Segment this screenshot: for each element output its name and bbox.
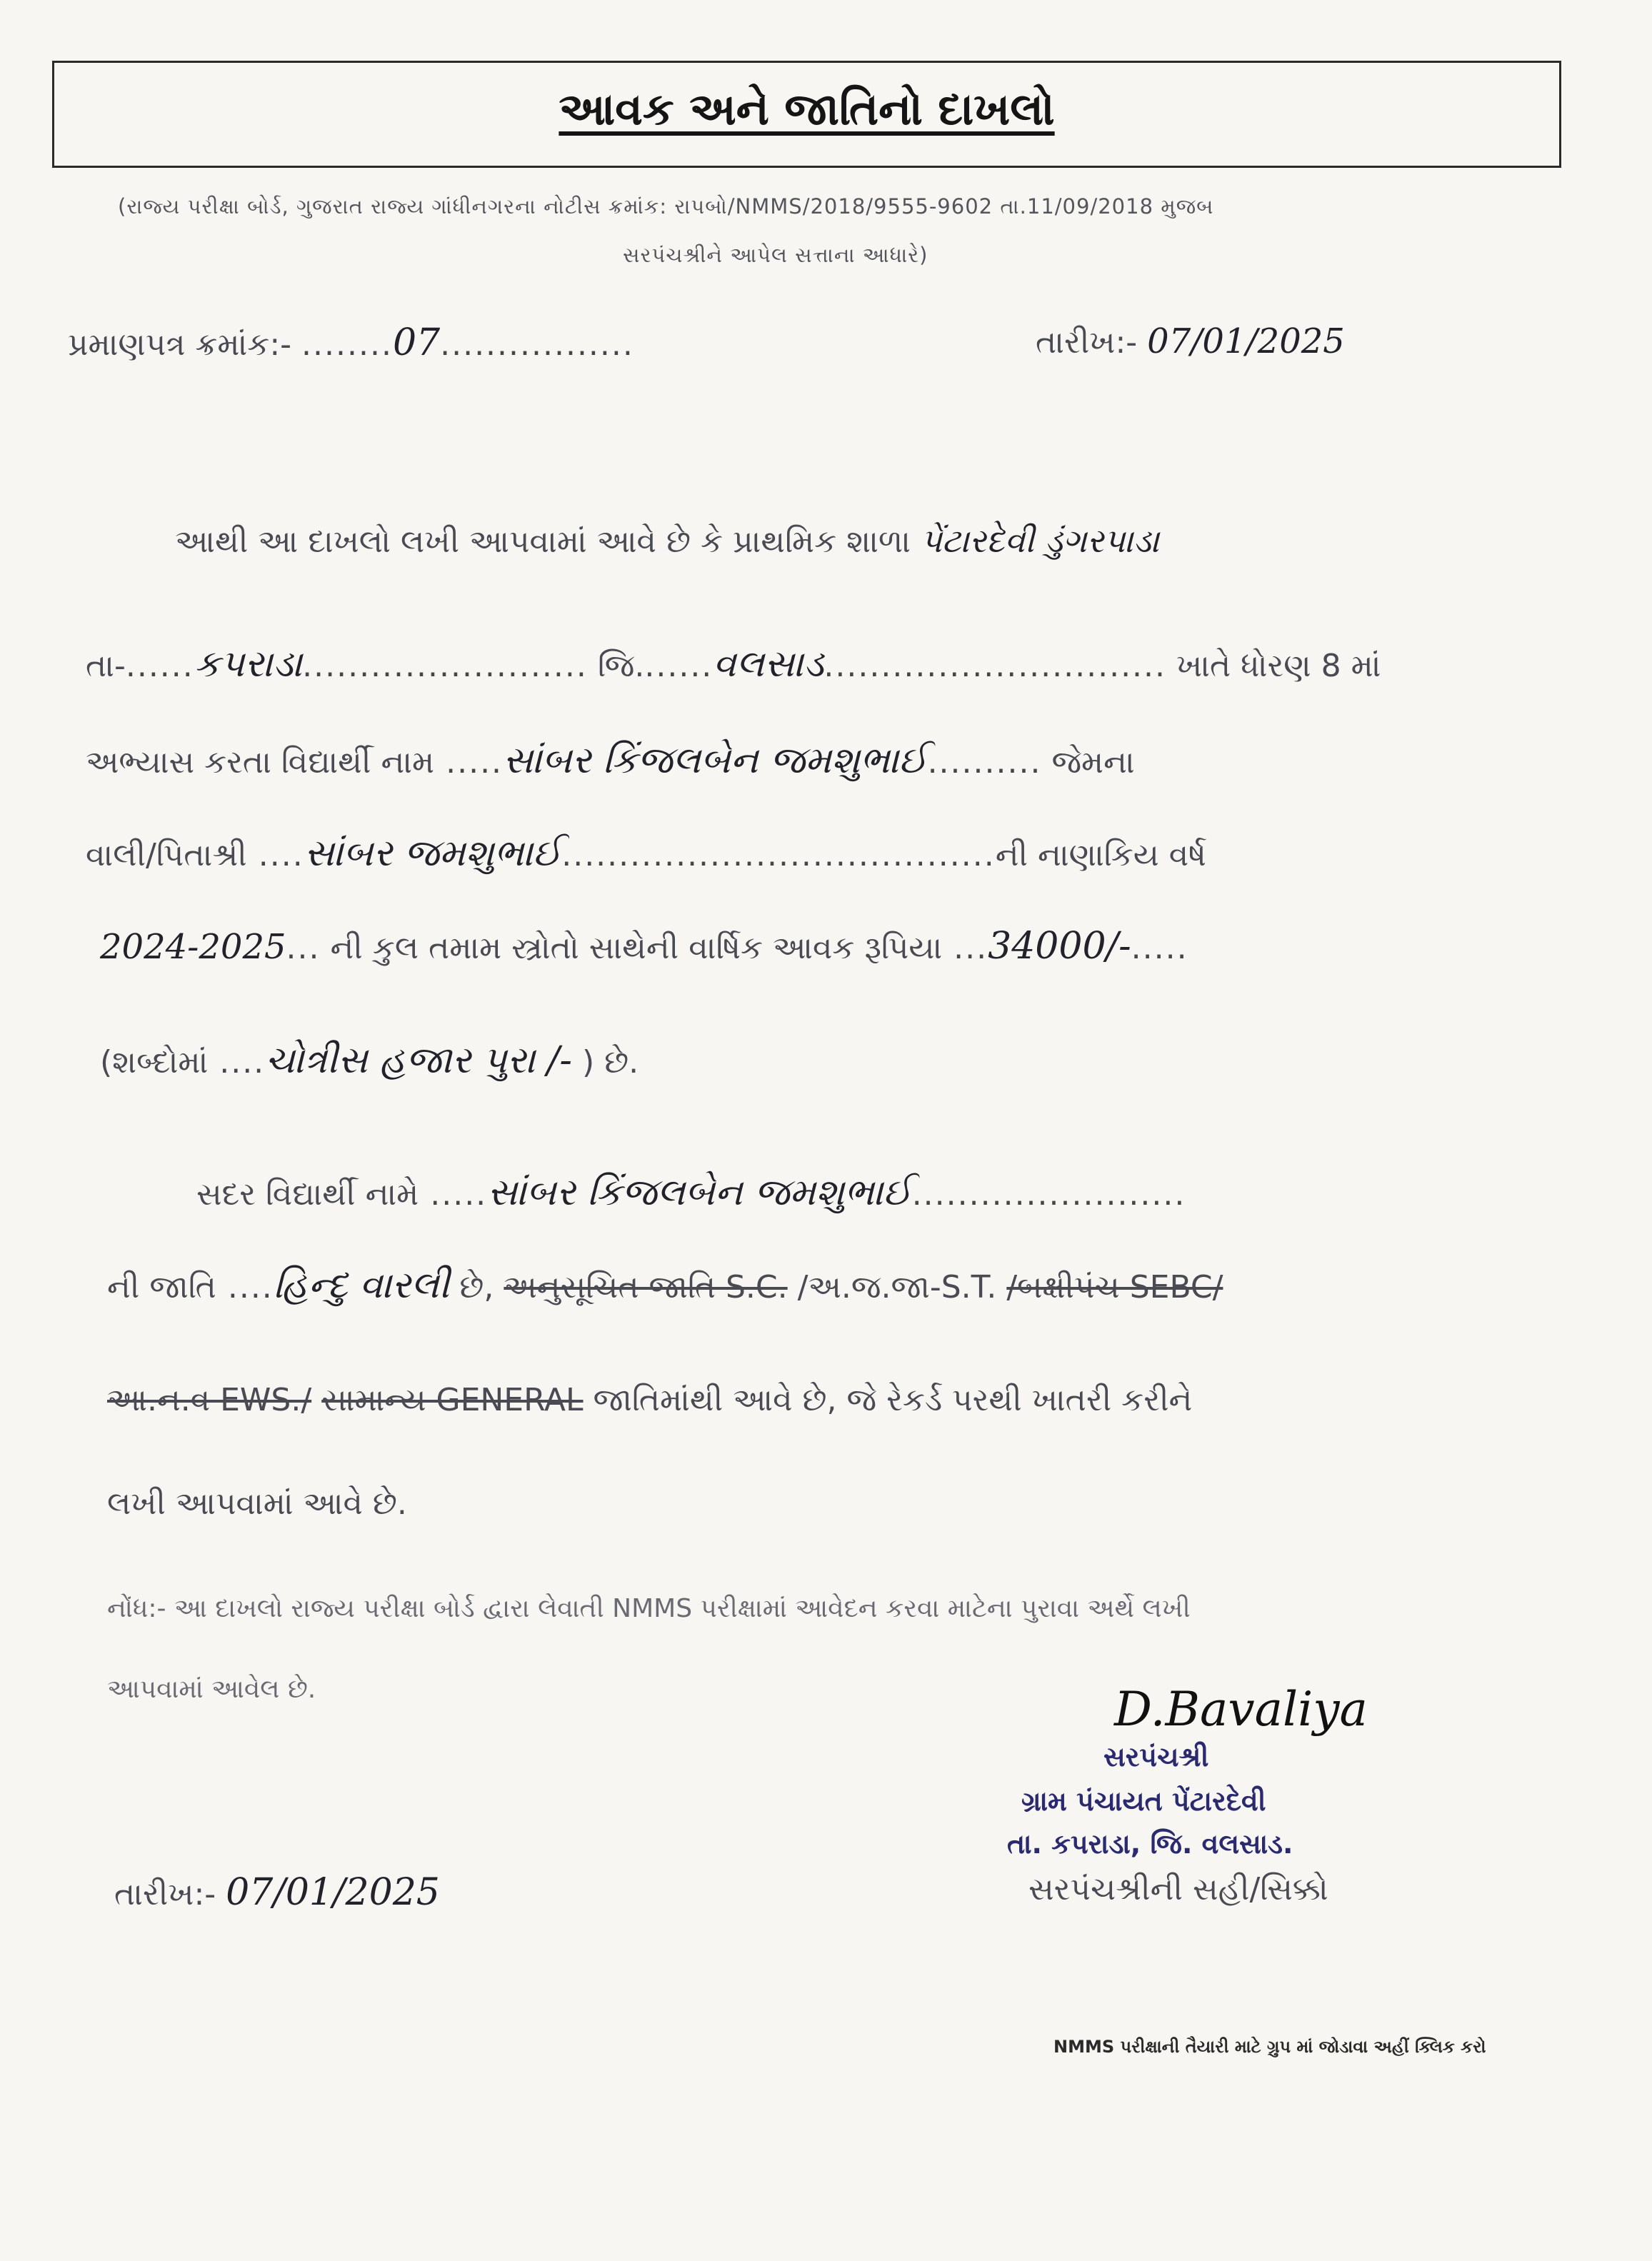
parent-name: સાંબર જમશુભાઈ	[304, 832, 562, 875]
line4-prefix: વાલી/પિતાશ્રી	[86, 837, 247, 873]
body-line-5: 2024-2025... ની કુલ તમામ સ્ત્રોતો સાથેની વાર્ષિક આવક રૂપિયા ...34000/-.....	[100, 925, 1188, 968]
line7-prefix: સદર વિદ્યાર્થી નામે	[196, 1176, 419, 1213]
body-line-8: ની જાતિ ....હિન્દુ વારલી છે, અનુસૂચિત જાતિ S.C. /અ.જ.જા-S.T. /બક્ષીપંચ SEBC/	[107, 1264, 1223, 1307]
body-line-10: લખી આપવામાં આવે છે.	[107, 1485, 407, 1522]
student-name: સાંબર કિંજલબેન જમશુભાઈ	[503, 739, 928, 782]
line4-suffix: ની નાણાકિય વર્ષ	[995, 837, 1206, 873]
footer-date-label: તારીખ:-	[114, 1876, 216, 1912]
body-line-7: સદર વિદ્યાર્થી નામે .....સાંબર કિંજલબેન જમશુભાઈ........................	[196, 1171, 1186, 1214]
cert-number-label: પ્રમાણપત્ર ક્રમાંક:-	[68, 326, 292, 363]
body-line-6: (શબ્દોમાં ....ચોત્રીસ હજાર પુરા /- ) છે.	[100, 1039, 639, 1082]
sarpanch-signature: D.Bavaliya	[1114, 1682, 1368, 1737]
footer-date-value: 07/01/2025	[226, 1871, 440, 1914]
line1-text: આથી આ દાખલો લખી આપવામાં આવે છે કે પ્રાથમિક શાળા	[175, 523, 911, 560]
sign-label: સરપંચશ્રીની સહી/સિક્કો	[1028, 1871, 1328, 1907]
cert-date-label: તારીખ:-	[1036, 324, 1138, 361]
line8-che: છે,	[459, 1269, 494, 1305]
line2-suffix: ખાતે ધોરણ 8 માં	[1176, 648, 1381, 684]
option-st: /અ.જ.જા-S.T.	[797, 1269, 997, 1305]
body-line-2: તા-......કપરાડા......................... જિ.......વલસાડ.............................. ખાતે ધોરણ 8 માં	[86, 643, 1381, 686]
taluka-label: તા-	[86, 648, 126, 684]
cert-number-value: 07	[392, 321, 441, 364]
subtitle-line-2: સરપંચશ્રીને આપેલ સત્તાના આધારે)	[623, 243, 928, 267]
body-line-9	[107, 1382, 1192, 1418]
option-general-struck: સામાન્ય GENERAL	[321, 1382, 584, 1418]
stamp-line-3: તા. કપરાડા, જિ. વલસાડ.	[1007, 1828, 1293, 1860]
footer-ad-link[interactable]: NMMS પરીક્ષાની તૈયારી માટે ગ્રુપ માં જોડાવા અહીં ક્લિક કરો	[1053, 2037, 1486, 2057]
cert-number-row: પ્રમાણપત્ર ક્રમાંક:- ........07.................	[68, 321, 634, 364]
title-box	[52, 61, 1561, 168]
line9-suffix: જાતિમાંથી આવે છે, જે રેકર્ડ પરથી ખાતરી કરીને	[593, 1382, 1193, 1418]
line6-prefix: (શબ્દોમાં	[100, 1044, 209, 1081]
cert-date-value: 07/01/2025	[1147, 321, 1345, 361]
stamp-line-2: ગ્રામ પંચાયત પેંટારદેવી	[1021, 1785, 1266, 1817]
body-line-1	[175, 521, 1159, 561]
student-name-2: સાંબર કિંજલબેન જમશુભાઈ	[487, 1171, 912, 1214]
line6-suffix: ) છે.	[581, 1044, 639, 1081]
district-value: વલસાડ	[713, 643, 824, 686]
option-sc-struck: અનુસૂચિત જાતિ S.C.	[504, 1269, 788, 1305]
caste-value: હિન્દુ વારલી	[273, 1264, 450, 1307]
document-title: આવક અને જાતિનો દાખલો	[559, 83, 1055, 135]
line3-prefix: અભ્યાસ કરતા વિદ્યાર્થી નામ	[86, 744, 435, 781]
district-label: જિ.	[597, 648, 645, 684]
note-line-2: આપવામાં આવેલ છે.	[107, 1675, 316, 1704]
line5-middle: ની કુલ તમામ સ્ત્રોતો સાથેની વાર્ષિક આવક રૂપિયા	[330, 930, 943, 966]
school-name: પેંટારદેવી ડુંગરપાડા	[920, 521, 1160, 560]
line8-prefix: ની જાતિ	[107, 1269, 216, 1305]
note-line-1: નોંધ:- આ દાખલો રાજ્ય પરીક્ષા બોર્ડ દ્વારા લેવાતી NMMS પરીક્ષામાં આવેદન કરવા માટેના પુરાવા અર્થે લખી	[107, 1594, 1191, 1623]
line3-suffix: જેમના	[1051, 744, 1135, 781]
financial-year: 2024-2025	[100, 927, 286, 967]
footer-date-row	[114, 1871, 440, 1914]
option-ews-struck: આ.ન.વ EWS./	[107, 1382, 312, 1418]
body-line-3: અભ્યાસ કરતા વિદ્યાર્થી નામ .....સાંબર કિંજલબેન જમશુભાઈ.......... જેમના	[86, 739, 1135, 782]
option-sebc-struck: /બક્ષીપંચ SEBC/	[1006, 1269, 1223, 1305]
income-amount: 34000/-	[988, 925, 1131, 968]
taluka-value: કપરાડા	[194, 643, 303, 686]
body-line-4: વાલી/પિતાશ્રી ....સાંબર જમશુભાઈ......................................ની નાણાકિય વર્ષ	[86, 832, 1206, 875]
subtitle-line-1: (રાજ્ય પરીક્ષા બોર્ડ, ગુજરાત રાજ્ય ગાંધીનગરના નોટીસ ક્રમાંક: રાપબો/NMMS/2018/9555-9602 તા.11/09/2018 મુજબ	[118, 194, 1214, 219]
cert-date-row	[1036, 321, 1345, 361]
stamp-line-1: સરપંચશ્રી	[1103, 1741, 1209, 1773]
income-in-words: ચોત્રીસ હજાર પુરા /-	[265, 1039, 572, 1082]
